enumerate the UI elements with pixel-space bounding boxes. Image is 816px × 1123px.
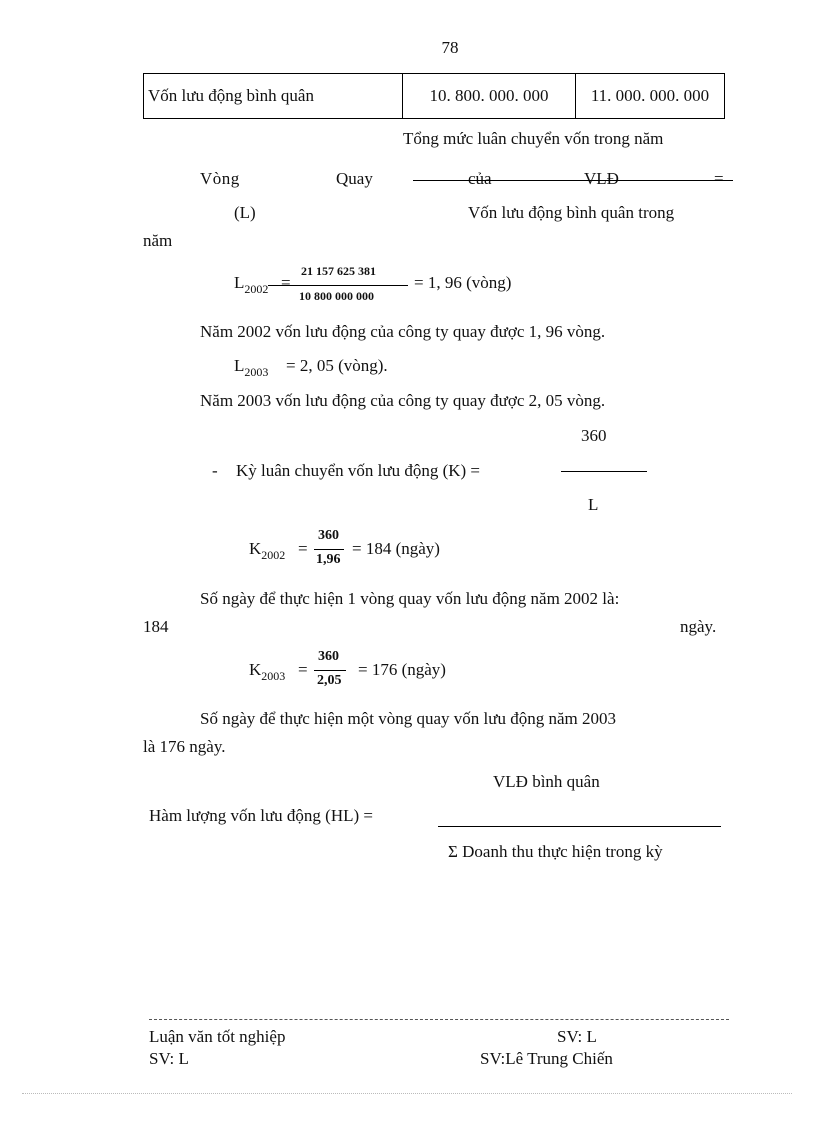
l2003-text: Năm 2003 vốn lưu động của công ty quay được 2, 05 vòng. bbox=[200, 391, 606, 410]
k-label: Kỳ luân chuyển vốn lưu động (K) = bbox=[236, 461, 481, 480]
k2003-text-line2: là 176 ngày. bbox=[143, 737, 226, 756]
footer-divider bbox=[149, 1019, 729, 1020]
footer-title: Luận văn tốt nghiệp bbox=[149, 1027, 286, 1046]
l2002-letter: L bbox=[234, 273, 245, 292]
turnover-word-vong: Vòng bbox=[200, 169, 240, 188]
turnover-word-quay: Quay bbox=[336, 169, 373, 188]
k2003-subscript: 2003 bbox=[261, 669, 286, 683]
k2002-letter: K bbox=[249, 539, 262, 558]
k2002-numerator: 360 bbox=[318, 528, 339, 543]
k2002-denominator: 1,96 bbox=[316, 552, 341, 567]
k2002-equals: = bbox=[298, 539, 308, 558]
hl-fraction-line bbox=[438, 826, 721, 827]
turnover-denominator-cont: năm bbox=[143, 231, 173, 250]
k2003-numerator: 360 bbox=[318, 649, 339, 664]
k2003-letter: K bbox=[249, 660, 262, 679]
l2002-numerator: 21 157 625 381 bbox=[301, 264, 376, 278]
footer-student-left: SV: L bbox=[149, 1049, 189, 1068]
table-row bbox=[144, 74, 725, 119]
table-cell-2002: 10. 800. 000. 000 bbox=[403, 74, 576, 119]
turnover-fraction-line bbox=[413, 180, 733, 181]
k-denominator: L bbox=[588, 495, 599, 514]
l2002-denominator: 10 800 000 000 bbox=[299, 289, 374, 303]
k2002-text-line2-right: ngày. bbox=[680, 617, 717, 636]
table-cell-label: Vốn lưu động bình quân bbox=[144, 74, 403, 119]
k2003-equals: = bbox=[298, 660, 308, 679]
hl-numerator: VLĐ bình quân bbox=[493, 772, 600, 791]
footer-student-name: SV:Lê Trung Chiến bbox=[480, 1049, 613, 1068]
turnover-equals: = bbox=[714, 169, 724, 188]
k-numerator: 360 bbox=[581, 426, 607, 445]
l2002-subscript: 2002 bbox=[244, 282, 269, 296]
k2002-result: = 184 (ngày) bbox=[352, 539, 440, 558]
l2003-lhs bbox=[234, 356, 269, 379]
l2003-result: = 2, 05 (vòng). bbox=[286, 356, 388, 375]
k2003-fraction-line bbox=[314, 670, 346, 671]
l2002-fraction-line bbox=[268, 285, 408, 286]
hl-label: Hàm lượng vốn lưu động (HL) = bbox=[149, 806, 373, 825]
turnover-symbol: (L) bbox=[234, 203, 256, 222]
k2002-fraction-line bbox=[314, 549, 344, 550]
k2002-text-line1: Số ngày để thực hiện 1 vòng quay vốn lưu động năm 2002 là: bbox=[200, 589, 620, 608]
turnover-numerator: Tổng mức luân chuyển vốn trong năm bbox=[403, 129, 664, 148]
l2002-equals: = bbox=[281, 273, 291, 292]
l2002-text: Năm 2002 vốn lưu động của công ty quay được 1, 96 vòng. bbox=[200, 322, 606, 341]
k2002-subscript: 2002 bbox=[261, 548, 286, 562]
k-bullet: - bbox=[212, 461, 218, 480]
k2003-text-line1: Số ngày để thực hiện một vòng quay vốn lưu động năm 2003 bbox=[200, 709, 616, 728]
turnover-word-cua: của bbox=[468, 169, 492, 188]
l2002-lhs bbox=[234, 273, 269, 296]
l2002-result: = 1, 96 (vòng) bbox=[414, 273, 512, 292]
k-fraction-line bbox=[561, 471, 647, 472]
k2003-result: = 176 (ngày) bbox=[358, 660, 446, 679]
l2003-subscript: 2003 bbox=[244, 365, 269, 379]
l2003-letter: L bbox=[234, 356, 245, 375]
footer-student-short: SV: L bbox=[557, 1027, 597, 1046]
capital-table bbox=[143, 73, 725, 119]
table-cell-2003: 11. 000. 000. 000 bbox=[576, 74, 725, 119]
hl-denominator: Σ Doanh thu thực hiện trong kỳ bbox=[448, 842, 663, 861]
page-bottom-border bbox=[22, 1093, 792, 1094]
k2003-denominator: 2,05 bbox=[317, 673, 342, 688]
k2002-lhs bbox=[249, 539, 286, 562]
k2002-text-line2-left: 184 bbox=[143, 617, 169, 636]
page-number: 78 bbox=[441, 38, 459, 57]
k2003-lhs bbox=[249, 660, 286, 683]
turnover-denominator: Vốn lưu động bình quân trong bbox=[468, 203, 675, 222]
turnover-word-vld: VLĐ bbox=[584, 169, 619, 188]
